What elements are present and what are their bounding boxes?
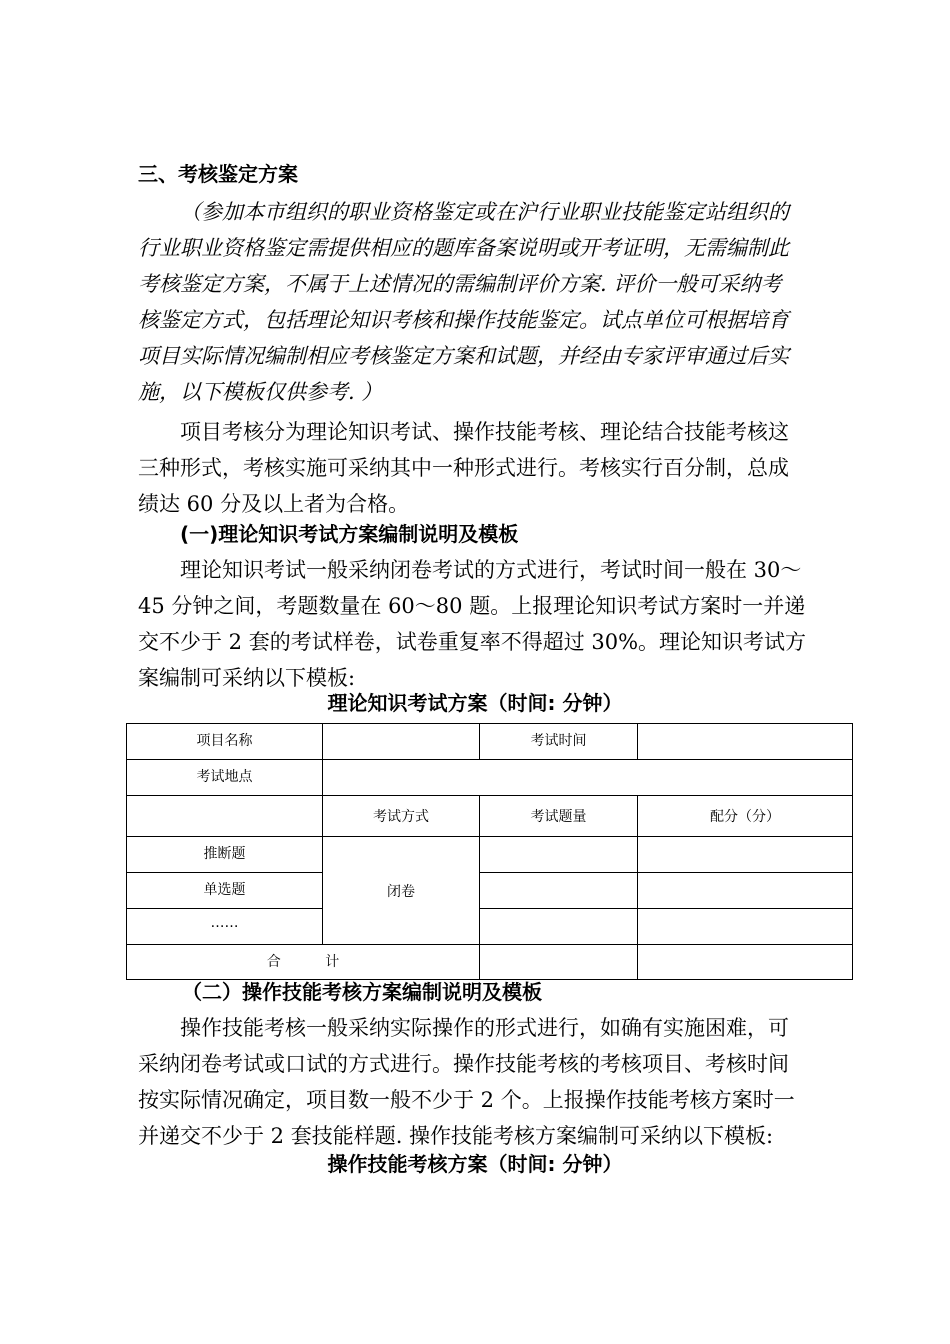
table-row <box>127 873 853 909</box>
table2-title: 操作技能考核方案（时间: 分钟） <box>327 1152 623 1176</box>
sub2-line: 按实际情况确定，项目数一般不少于 2 个。上报操作技能考核方案时一 <box>138 1088 795 1112</box>
question-count-cell <box>480 873 638 909</box>
exam-time-value <box>638 724 853 760</box>
sub2-line: 并递交不少于 2 套技能样题. 操作技能考核方案编制可采纳以下模板: <box>138 1124 774 1148</box>
project-name-label: 项目名称 <box>127 724 323 760</box>
total-score-cell <box>638 945 853 980</box>
section-title: 三、考核鉴定方案 <box>138 162 298 186</box>
score-cell <box>638 837 853 873</box>
question-count-cell <box>480 909 638 945</box>
intro-line: 绩达 60 分及以上者为合格。 <box>138 492 410 516</box>
sub2-line: 操作技能考核一般采纳实际操作的形式进行，如确有实施困难，可 <box>180 1016 789 1040</box>
intro-line: 三种形式，考核实施可采纳其中一种形式进行。考核实行百分制，总成 <box>138 456 789 480</box>
note-line: （参加本市组织的职业资格鉴定或在沪行业职业技能鉴定站组织的 <box>180 200 789 224</box>
table-row <box>127 760 853 796</box>
exam-time-label: 考试时间 <box>480 724 638 760</box>
score-cell <box>638 873 853 909</box>
exam-method-header: 考试方式 <box>323 796 480 837</box>
sub2-line: 采纳闭卷考试或口试的方式进行。操作技能考核的考核项目、考核时间 <box>138 1052 789 1076</box>
total-label: 合 计 <box>127 945 480 980</box>
blank-header-cell <box>127 796 323 837</box>
note-line: 考核鉴定方案，不属于上述情况的需编制评价方案. 评价一般可采纳考 <box>138 272 782 296</box>
note-line: 项目实际情况编制相应考核鉴定方案和试题，并经由专家评审通过后实 <box>138 344 789 368</box>
table-row <box>127 724 853 760</box>
table-row <box>127 837 853 873</box>
sub1-line: 案编制可采纳以下模板: <box>138 666 356 690</box>
note-line: 施，以下模板仅供参考. ） <box>138 380 383 404</box>
intro-line: 项目考核分为理论知识考试、操作技能考核、理论结合技能考核这 <box>180 420 789 444</box>
table-row <box>127 909 853 945</box>
subsection-1-title: (一)理论知识考试方案编制说明及模板 <box>180 522 519 546</box>
exam-location-value <box>323 760 853 796</box>
subsection-2-title: （二）操作技能考核方案编制说明及模板 <box>182 980 542 1004</box>
table-row <box>127 796 853 837</box>
judge-question-label: 推断题 <box>127 837 323 873</box>
score-header: 配分（分） <box>638 796 853 837</box>
sub1-line: 交不少于 2 套的考试样卷，试卷重复率不得超过 30%。理论知识考试方 <box>138 630 807 654</box>
sub1-line: 45 分钟之间，考题数量在 60～80 题。上报理论知识考试方案时一并递 <box>138 594 806 618</box>
single-choice-label: 单选题 <box>127 873 323 909</box>
sub1-line: 理论知识考试一般采纳闭卷考试的方式进行，考试时间一般在 30～ <box>180 558 802 582</box>
project-name-value <box>323 724 480 760</box>
exam-location-label: 考试地点 <box>127 760 323 796</box>
question-count-header: 考试题量 <box>480 796 638 837</box>
theory-exam-table <box>126 723 853 980</box>
question-count-cell <box>480 837 638 873</box>
ellipsis-label: …… <box>127 909 323 945</box>
table1-title: 理论知识考试方案（时间: 分钟） <box>327 691 623 715</box>
note-line: 核鉴定方式，包括理论知识考核和操作技能鉴定。试点单位可根据培育 <box>138 308 789 332</box>
note-line: 行业职业资格鉴定需提供相应的题库备案说明或开考证明，无需编制此 <box>138 236 789 260</box>
score-cell <box>638 909 853 945</box>
closed-book-cell: 闭卷 <box>323 837 480 945</box>
